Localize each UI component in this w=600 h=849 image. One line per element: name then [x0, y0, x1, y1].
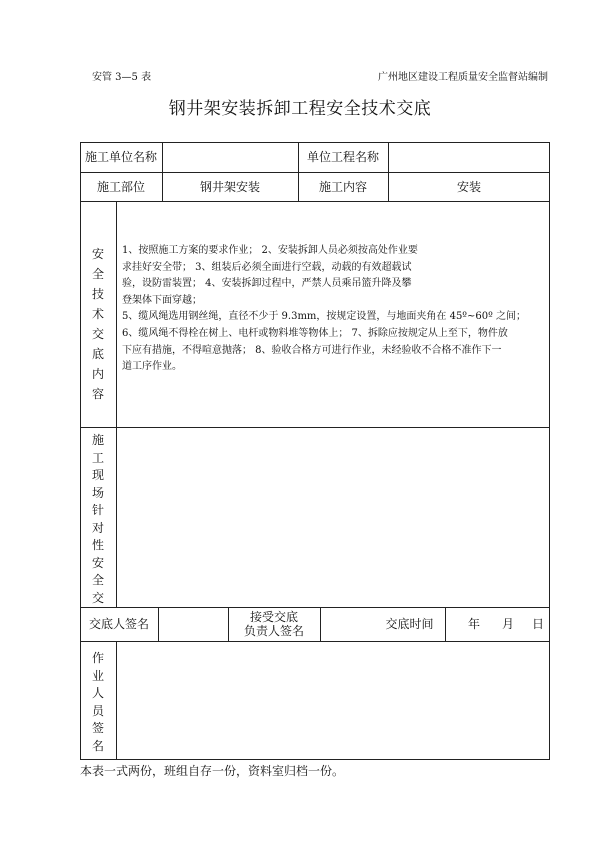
- work-content-label: 施工内容: [318, 179, 367, 194]
- content-line: 登架体下面穿越；: [122, 294, 202, 306]
- content-line: 下应有措施，不得喧意抛落； 8、验收合格方可进行作业，未经验收不合格不准作下一: [122, 344, 502, 356]
- worker-sign-label: 作 业 人 员 签 名: [91, 651, 104, 753]
- content-line: 1、按照施工方案的要求作业； 2、安装拆卸人员必须按高处作业要: [122, 245, 418, 256]
- content-line: 5、缆风绳选用钢丝绳，直径不少于 9.3mm，按规定设置，与地面夹角在 45º~60º 之间；: [122, 311, 526, 323]
- content-line: 6、缆风绳不得栓在树上、电杆或物料堆等物体上； 7、拆除应按规定从上至下，物件放: [122, 327, 508, 339]
- date-day: 日: [531, 617, 544, 631]
- site-specific-area[interactable]: [116, 427, 550, 607]
- col-divider: [445, 607, 446, 641]
- document-title: 钢井架安装拆卸工程安全技术交底: [168, 99, 432, 119]
- receiver-sign-field[interactable]: [320, 607, 374, 641]
- work-location-label: 施工部位: [96, 179, 145, 194]
- work-content-value[interactable]: 安装: [456, 179, 481, 194]
- row-divider: [80, 201, 550, 202]
- site-specific-label: 施 工 现 场 针 对 性 安 全 交: [91, 433, 104, 605]
- publisher: 广州地区建设工程质量安全监督站编制: [378, 72, 548, 83]
- date-month: 月: [501, 617, 514, 631]
- construction-unit-label: 施工单位名称: [84, 150, 157, 164]
- form-code: 安管 3—5 表: [92, 72, 152, 83]
- footer-note: 本表一式两份，班组自存一份，资料室归档一份。: [80, 764, 345, 778]
- discloser-sign-field[interactable]: [158, 607, 228, 641]
- worker-sign-area[interactable]: [116, 641, 550, 760]
- project-name-label: 单位工程名称: [306, 150, 379, 164]
- safety-content-label: 安 全 技 术 交 底 内 容: [91, 247, 104, 401]
- content-line: 验，设防雷装置； 4、安装拆卸过程中，严禁人员乘吊篮升降及攀: [122, 278, 412, 290]
- safety-content-text: [122, 243, 540, 376]
- receiver-sign-label: 接受交底 负责人签名: [243, 610, 304, 638]
- date-year: 年: [467, 617, 480, 631]
- disclosure-time-label: 交底时间: [385, 617, 434, 631]
- project-name-value[interactable]: [388, 142, 550, 172]
- content-line: 求挂好安全带； 3、组装后必须全面进行空载，动载的有效超载试: [122, 261, 412, 273]
- discloser-sign-label: 交底人签名: [88, 617, 149, 631]
- content-line: 道工序作业。: [122, 361, 182, 373]
- work-location-value[interactable]: 钢井架安装: [199, 179, 260, 194]
- construction-unit-value[interactable]: [162, 142, 298, 172]
